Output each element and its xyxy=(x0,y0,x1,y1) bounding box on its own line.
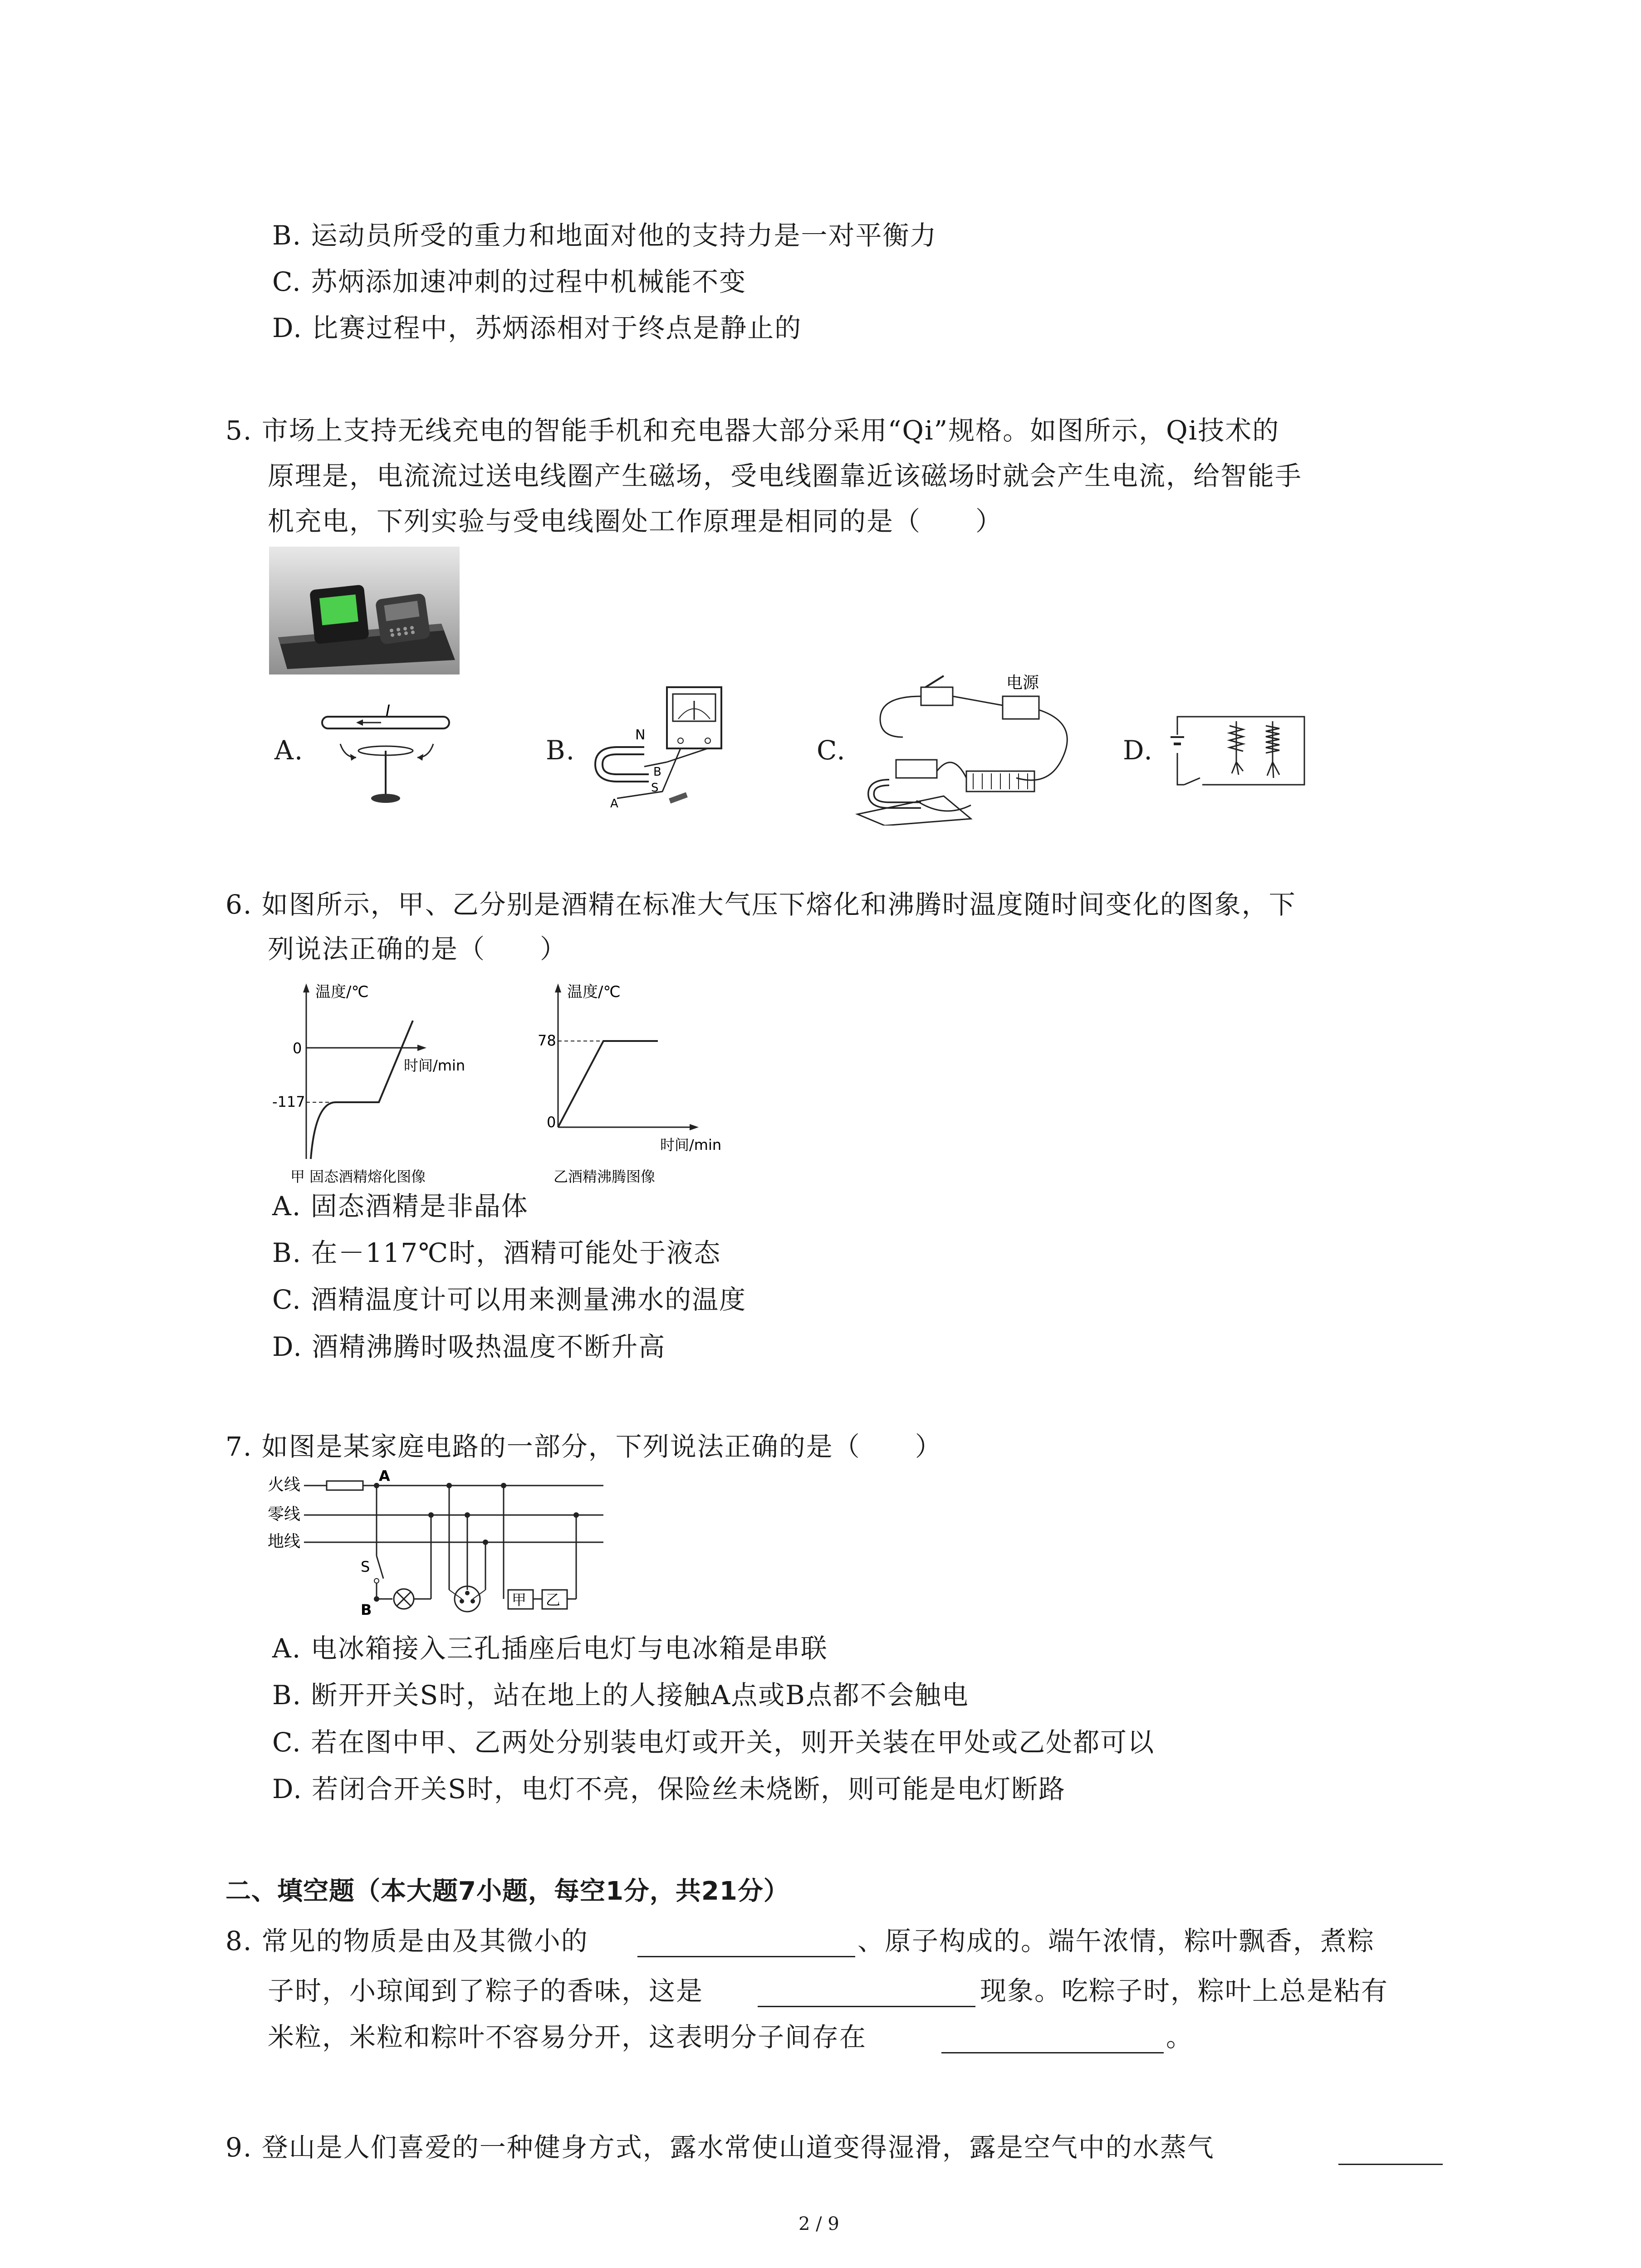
q8-line2-part2: 现象。吃粽子时，粽叶上总是粘有 xyxy=(980,1975,1389,2006)
graph1-ylabel: 温度/℃ xyxy=(315,983,369,1001)
q8-line1-part2: 、原子构成的。端午浓情，粽叶飘香，煮粽 xyxy=(857,1926,1375,1956)
q7-option-a: A. 电冰箱接入三孔插座后电灯与电冰箱是串联 xyxy=(272,1633,828,1664)
q6-graph-melting xyxy=(272,980,508,1188)
q8-blank-1[interactable] xyxy=(637,1956,855,1957)
q5-stem-line2: 原理是，电流流过送电线圈产生磁场，受电线圈靠近该磁场时就会产生电流，给智能手 xyxy=(268,460,1303,491)
q8-blank-2[interactable] xyxy=(758,2006,975,2007)
q5-stem-line1: 5. 市场上支持无线充电的智能手机和充电器大部分采用“Qi”规格。如图所示，Qi技术的 xyxy=(225,415,1280,446)
graph1-xlabel: 时间/min xyxy=(404,1057,465,1074)
q7-option-c: C. 若在图中甲、乙两处分别装电灯或开关，则开关装在甲处或乙处都可以 xyxy=(272,1727,1155,1758)
graph2-tick-0: 0 xyxy=(547,1114,556,1131)
q8-blank-3[interactable] xyxy=(941,2052,1164,2053)
wireless-charger-photo xyxy=(269,547,460,675)
q5-figure-a-oersted xyxy=(313,699,458,812)
point-a-label: A xyxy=(610,797,618,811)
q5-figure-b-induction xyxy=(590,683,730,814)
q6-graph-boiling xyxy=(522,980,758,1188)
current-label: I xyxy=(386,702,391,720)
q8-line3-part1: 米粒，米粒和粽叶不容易分开，这表明分子间存在 xyxy=(268,2022,867,2053)
position-yi-label: 乙 xyxy=(546,1591,561,1608)
q5-option-c-label: C. xyxy=(817,735,846,766)
graph2-xlabel: 时间/min xyxy=(660,1136,722,1154)
q6-option-a: A. 固态酒精是非晶体 xyxy=(272,1191,529,1222)
graph1-tick-minus117: -117 xyxy=(272,1093,305,1110)
point-a-label: A xyxy=(379,1470,390,1485)
q8-line1-part1: 8. 常见的物质是由及其微小的 xyxy=(225,1926,588,1956)
point-b-label: B xyxy=(361,1601,372,1618)
q4-option-b: B. 运动员所受的重力和地面对他的支持力是一对平衡力 xyxy=(272,220,937,251)
magnet-n-label: N xyxy=(635,727,646,743)
q5-option-b-label: B. xyxy=(546,735,576,766)
q7-stem-line1: 7. 如图是某家庭电路的一部分，下列说法正确的是（ ） xyxy=(225,1431,942,1462)
q8-line3-part2: 。 xyxy=(1166,2022,1194,2053)
q7-option-d: D. 若闭合开关S时，电灯不亮，保险丝未烧断，则可能是电灯断路 xyxy=(272,1774,1066,1804)
section-heading-fill-in: 二、填空题（本大题7小题，每空1分，共21分） xyxy=(225,1877,789,1906)
q6-stem-line2: 列说法正确的是（ ） xyxy=(268,934,568,964)
ground-wire-label: 地线 xyxy=(268,1532,301,1551)
graph2-tick-78: 78 xyxy=(538,1032,556,1049)
graph1-caption: 甲 固态酒精熔化图像 xyxy=(290,1168,426,1185)
switch-s-label: S xyxy=(361,1558,370,1575)
page-number: 2 / 9 xyxy=(798,2214,839,2234)
q6-option-c: C. 酒精温度计可以用来测量沸水的温度 xyxy=(272,1284,747,1315)
q5-stem-line3: 机充电，下列实验与受电线圈处工作原理是相同的是（ ） xyxy=(268,506,1003,537)
q4-option-d: D. 比赛过程中，苏炳添相对于终点是静止的 xyxy=(272,313,802,343)
graph2-ylabel: 温度/℃ xyxy=(567,983,621,1001)
graph2-caption: 乙酒精沸腾图像 xyxy=(554,1168,656,1185)
q6-stem-line1: 6. 如图所示，甲、乙分别是酒精在标准大气压下熔化和沸腾时温度随时间变化的图象，下 xyxy=(225,889,1296,920)
magnet-s-label: S xyxy=(651,781,659,795)
neutral-wire-label: 零线 xyxy=(268,1505,301,1524)
q5-figure-c-motor xyxy=(853,669,1107,826)
live-wire-label: 火线 xyxy=(268,1476,301,1494)
q9-stem-line1: 9. 登山是人们喜爱的一种健身方式，露水常使山道变得湿滑，露是空气中的水蒸气 xyxy=(225,2132,1215,2163)
q4-option-c: C. 苏炳添加速冲刺的过程中机械能不变 xyxy=(272,266,747,297)
q6-option-b: B. 在－117℃时，酒精可能处于液态 xyxy=(272,1237,721,1268)
q9-blank-1[interactable] xyxy=(1338,2164,1443,2165)
q7-household-circuit xyxy=(268,1470,612,1624)
graph1-tick-0: 0 xyxy=(293,1040,302,1057)
q5-figure-d-electromagnets xyxy=(1168,708,1309,794)
q7-option-b: B. 断开开关S时，站在地上的人接触A点或B点都不会触电 xyxy=(272,1680,969,1711)
q5-option-a-label: A. xyxy=(274,735,304,766)
q6-option-d: D. 酒精沸腾时吸热温度不断升高 xyxy=(272,1331,666,1362)
q5-option-d-label: D. xyxy=(1123,735,1153,766)
power-source-label: 电源 xyxy=(1006,674,1039,692)
point-b-label: B xyxy=(653,765,661,779)
position-jia-label: 甲 xyxy=(512,1591,527,1608)
q8-line2-part1: 子时，小琼闻到了粽子的香味，这是 xyxy=(268,1975,704,2006)
